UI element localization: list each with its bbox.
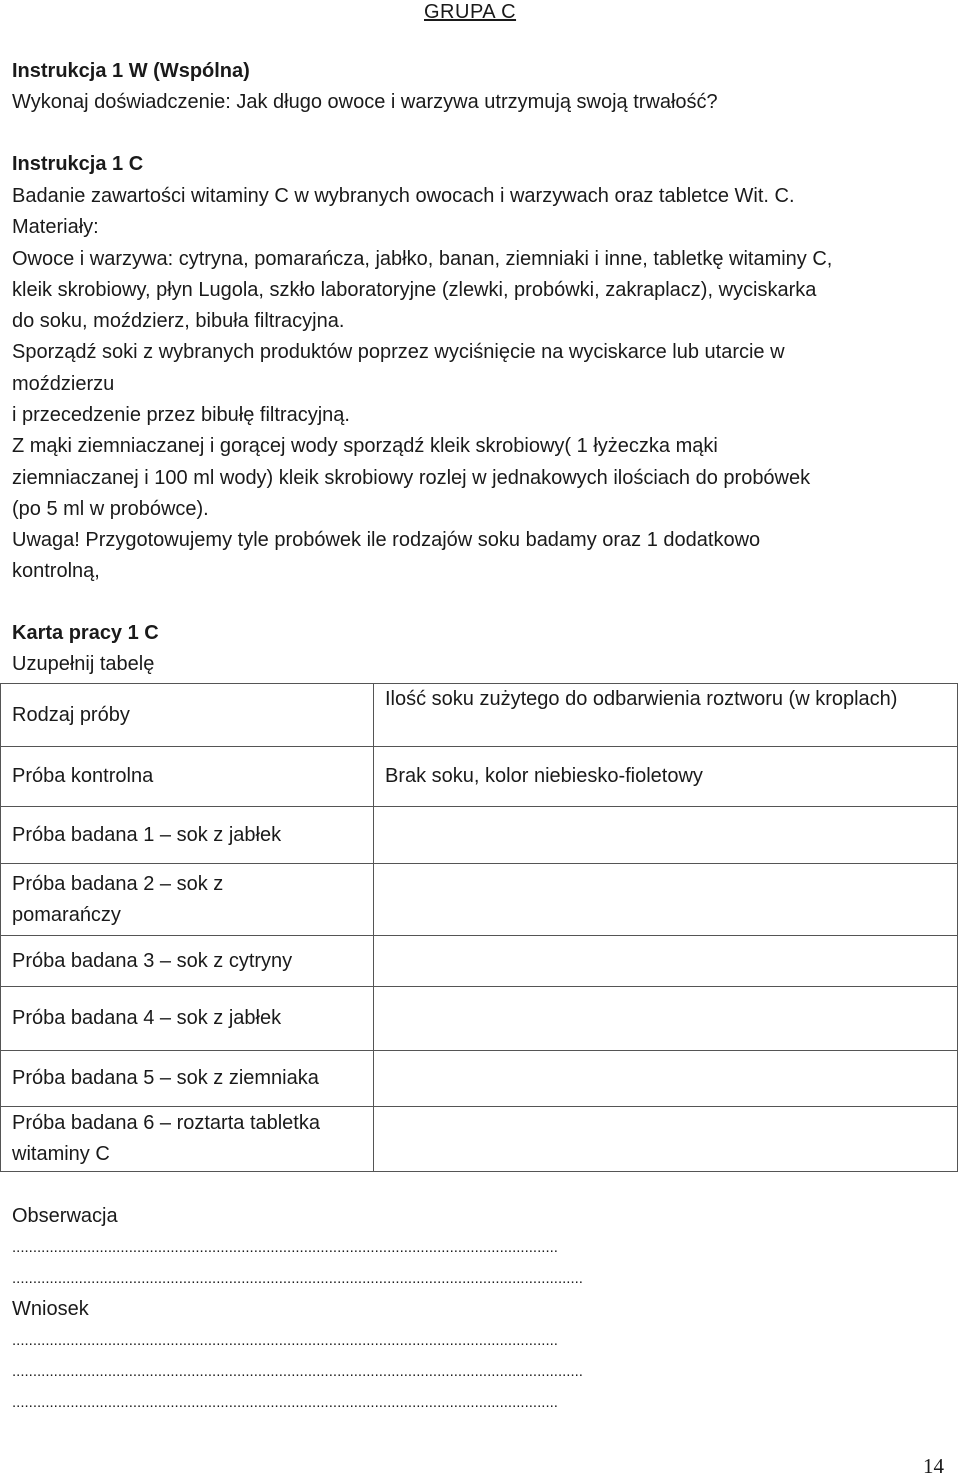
sample-type-cell: Próba badana 2 – sok z pomarańczy — [1, 864, 374, 936]
instruction-line: Z mąki ziemniaczanej i gorącej wody sporządź kleik skrobiowy( 1 łyżeczka mąki — [12, 435, 718, 457]
drops-cell[interactable] — [374, 807, 958, 864]
instruction-common-title: Instrukcja 1 W (Wspólna) — [12, 60, 250, 82]
drops-cell[interactable] — [374, 1107, 958, 1172]
instruction-line: moździerzu — [12, 373, 115, 395]
header-sample-type: Rodzaj próby — [1, 684, 374, 747]
table-row — [1, 747, 958, 807]
instruction-line: ziemniaczanej i 100 ml wody) kleik skrobiowy rozlej w jednakowych ilościach do probówek — [12, 467, 811, 489]
results-table — [0, 683, 958, 1172]
instruction-line: kleik skrobiowy, płyn Lugola, szkło laboratoryjne (zlewki, probówki, zakraplacz), wyciskarka — [12, 279, 817, 301]
instruction-c-title: Instrukcja 1 C — [12, 153, 144, 175]
conclusion-dots[interactable]: ................................................................................................................................... — [12, 1394, 558, 1411]
table-row — [1, 936, 958, 987]
group-header: GRUPA C — [424, 1, 517, 23]
table-row — [1, 807, 958, 864]
drops-cell[interactable]: Brak soku, kolor niebiesko-fioletowy — [374, 747, 958, 807]
sample-type-cell: Próba badana 1 – sok z jabłek — [1, 807, 374, 864]
sample-type-cell: Próba badana 6 – roztarta tabletka witaminy C — [1, 1107, 374, 1172]
instruction-line: Owoce i warzywa: cytryna, pomarańcza, jabłko, banan, ziemniaki i inne, tabletkę witaminy C, — [12, 248, 833, 270]
instruction-line: (po 5 ml w probówce). — [12, 498, 209, 520]
table-row — [1, 1107, 958, 1172]
sample-type-cell: Próba kontrolna — [1, 747, 374, 807]
sample-type-cell: Próba badana 3 – sok z cytryny — [1, 936, 374, 987]
observation-dots[interactable]: ................................................................................................................................... — [12, 1239, 558, 1256]
worksheet-subtitle: Uzupełnij tabelę — [12, 653, 155, 675]
instruction-line: do soku, moździerz, bibuła filtracyjna. — [12, 310, 345, 332]
worksheet-title: Karta pracy 1 C — [12, 622, 159, 644]
instruction-line: Sporządź soki z wybranych produktów poprzez wyciśnięcie na wyciskarce lub utarcie w — [12, 341, 785, 363]
conclusion-dots[interactable]: ......................................................................................................................................... — [12, 1363, 583, 1380]
table-row — [1, 864, 958, 936]
table-header-row — [1, 684, 958, 747]
drops-cell[interactable] — [374, 936, 958, 987]
instruction-line: kontrolną, — [12, 560, 100, 582]
conclusion-label: Wniosek — [12, 1298, 89, 1320]
observation-dots[interactable]: ......................................................................................................................................... — [12, 1270, 583, 1287]
instruction-line: i przecedzenie przez bibułę filtracyjną. — [12, 404, 350, 426]
observation-label: Obserwacja — [12, 1205, 118, 1227]
page-number: 14 — [923, 1454, 944, 1478]
table-row — [1, 987, 958, 1051]
drops-cell[interactable] — [374, 1051, 958, 1107]
sample-type-cell: Próba badana 4 – sok z jabłek — [1, 987, 374, 1051]
table-row — [1, 1051, 958, 1107]
conclusion-dots[interactable]: ................................................................................................................................... — [12, 1332, 558, 1349]
drops-cell[interactable] — [374, 864, 958, 936]
instruction-common-text: Wykonaj doświadczenie: Jak długo owoce i warzywa utrzymują swoją trwałość? — [12, 91, 718, 113]
materials-heading: Materiały: — [12, 216, 99, 238]
header-drops-amount: Ilość soku zużytego do odbarwienia roztworu (w kroplach) — [374, 684, 958, 747]
instruction-line: Badanie zawartości witaminy C w wybranych owocach i warzywach oraz tabletce Wit. C. — [12, 185, 795, 207]
sample-type-cell: Próba badana 5 – sok z ziemniaka — [1, 1051, 374, 1107]
drops-cell[interactable] — [374, 987, 958, 1051]
instruction-line: Uwaga! Przygotowujemy tyle probówek ile rodzajów soku badamy oraz 1 dodatkowo — [12, 529, 761, 551]
